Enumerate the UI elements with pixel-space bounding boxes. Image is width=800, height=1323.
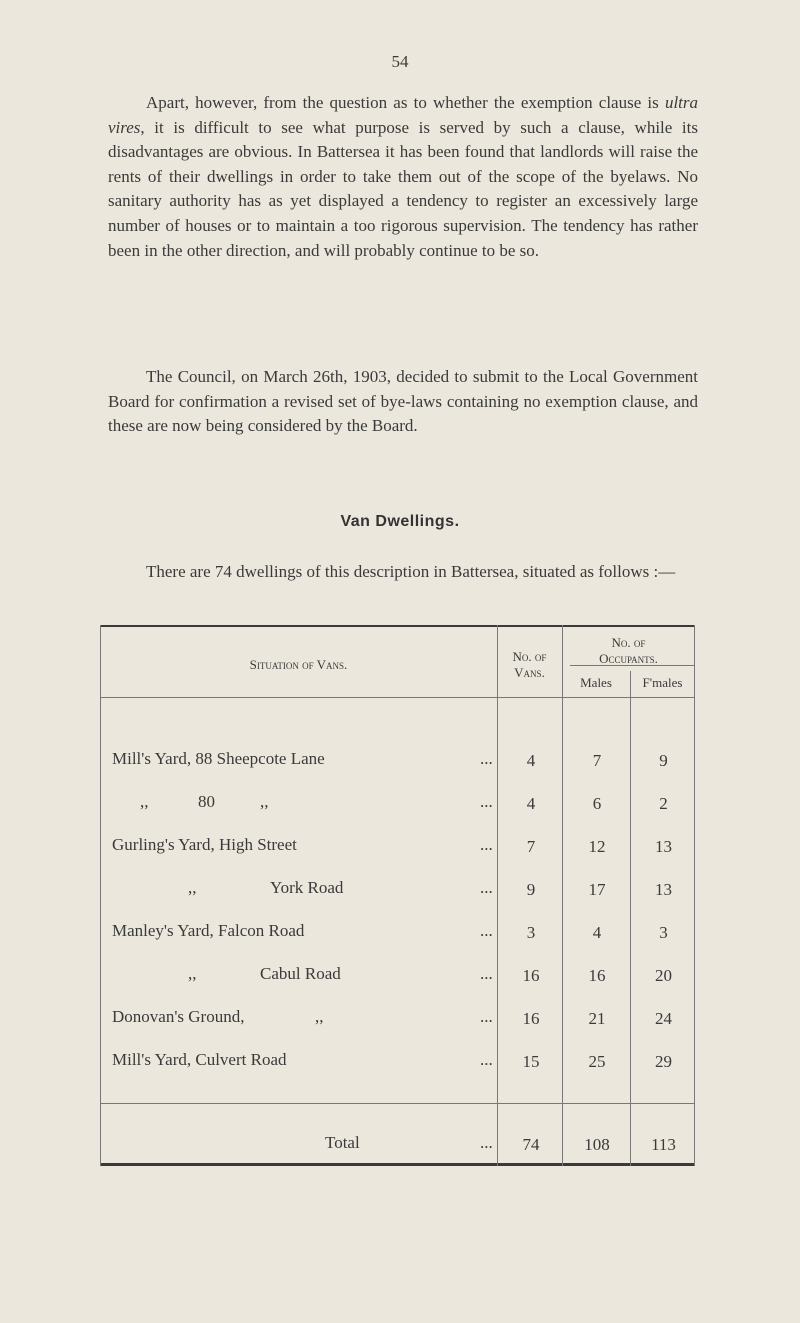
leader-dots: ...: [480, 1133, 493, 1152]
ditto-mark: ,,: [188, 878, 197, 897]
section-heading-van-dwellings: Van Dwellings.: [340, 513, 460, 530]
header-no-of-vans: [497, 649, 562, 681]
males-cell: 16: [588, 966, 606, 985]
header-occupants-line2: Occupants.: [599, 651, 658, 666]
leader-dots: ...: [480, 749, 493, 768]
females-cell: 20: [655, 966, 672, 985]
header-females: F'males: [642, 675, 683, 690]
header-situation: Situation of Vans.: [249, 657, 348, 672]
situation-cell: Cabul Road: [260, 964, 341, 983]
vans-cell: 9: [526, 880, 536, 899]
vans-cell: 4: [526, 751, 536, 770]
situation-cell: Mill's Yard, 88 Sheepcote Lane: [112, 749, 325, 768]
ditto-mark: ,,: [260, 792, 269, 811]
males-cell: 7: [592, 751, 602, 770]
leader-dots: ...: [480, 1007, 493, 1026]
total-row: [100, 1133, 695, 1159]
leader-dots: ...: [480, 1050, 493, 1069]
leader-dots: ...: [480, 964, 493, 983]
table-row: [100, 921, 695, 947]
males-cell: 21: [588, 1009, 606, 1028]
leader-dots: ...: [480, 835, 493, 854]
leader-dots: ...: [480, 921, 493, 940]
males-cell: 17: [588, 880, 606, 899]
males-cell: 6: [592, 794, 602, 813]
males-cell: 25: [588, 1052, 606, 1071]
situation-cell: Gurling's Yard, High Street: [112, 835, 297, 854]
table-row: [100, 878, 695, 904]
ditto-mark: ,,: [140, 792, 149, 811]
situation-cell: Donovan's Ground,: [112, 1007, 245, 1026]
total-label: Total: [325, 1133, 360, 1152]
situation-cell: Mill's Yard, Culvert Road: [112, 1050, 287, 1069]
total-females-cell: 113: [651, 1135, 676, 1154]
table-top-rule: [100, 625, 695, 627]
males-cell: 12: [588, 837, 606, 856]
situation-cell: York Road: [270, 878, 344, 897]
column-divider-males-females: [630, 671, 631, 1166]
page-number: 54: [391, 52, 409, 71]
van-dwellings-table: [100, 625, 695, 1166]
table-row: [100, 964, 695, 990]
header-males: Males: [580, 675, 612, 690]
vans-cell: 4: [526, 794, 536, 813]
males-cell: 4: [592, 923, 602, 942]
total-males-cell: 108: [584, 1135, 610, 1154]
table-row: [100, 749, 695, 775]
total-separator-rule: [100, 1103, 695, 1104]
header-bottom-rule: [100, 697, 695, 698]
females-cell: 29: [655, 1052, 672, 1071]
vans-cell: 16: [522, 1009, 540, 1028]
ditto-mark: ,,: [188, 964, 197, 983]
vans-cell: 3: [526, 923, 536, 942]
table-row: [100, 835, 695, 861]
ditto-mark: ,,: [315, 1007, 324, 1026]
vans-cell: 15: [522, 1052, 540, 1071]
vans-cell: 16: [522, 966, 540, 985]
paragraph-council-decision: The Council, on March 26th, 1903, decided to submit to the Local Government Board for confirmation a revised set of bye-laws containing no exemption clause, and these are now being considered by the Board.: [108, 367, 698, 436]
leader-dots: ...: [480, 878, 493, 897]
table-row: [100, 1007, 695, 1033]
header-vans-line2: Vans.: [514, 665, 545, 680]
total-vans-cell: 74: [522, 1135, 540, 1154]
header-occupants-line1: No. of: [611, 635, 646, 650]
females-cell: 3: [659, 923, 668, 942]
females-cell: 2: [659, 794, 668, 813]
females-cell: 9: [659, 751, 668, 770]
females-cell: 24: [655, 1009, 672, 1028]
paragraph-van-intro: There are 74 dwellings of this description in Battersea, situated as follows :—: [146, 562, 676, 581]
females-cell: 13: [655, 880, 672, 899]
vans-cell: 7: [526, 837, 536, 856]
situation-number-cell: 80: [198, 792, 215, 811]
situation-cell: Manley's Yard, Falcon Road: [112, 921, 305, 940]
header-vans-line1: No. of: [512, 649, 547, 664]
leader-dots: ...: [480, 792, 493, 811]
table-bottom-rule: [100, 1163, 695, 1166]
paragraph-exemption-clause: Apart, however, from the question as to whether the exemption clause is ultra vires, it is difficult to see what purpose is served by such a clause, while its disadvantages are obvious. In Battersea it has been found that landlords will raise the rents of their dwellings in order to take them out of the scope of the byelaws. No sanitary authority has as yet displayed a tendency to register an excessively large number of houses or to maintain a too rigorous supervision. The tendency has rather been in the other direction, and will probably continue to be so.: [108, 93, 698, 260]
table-row: [100, 792, 695, 818]
table-row: [100, 1050, 695, 1076]
header-no-of-occupants: [562, 635, 695, 667]
females-cell: 13: [655, 837, 672, 856]
